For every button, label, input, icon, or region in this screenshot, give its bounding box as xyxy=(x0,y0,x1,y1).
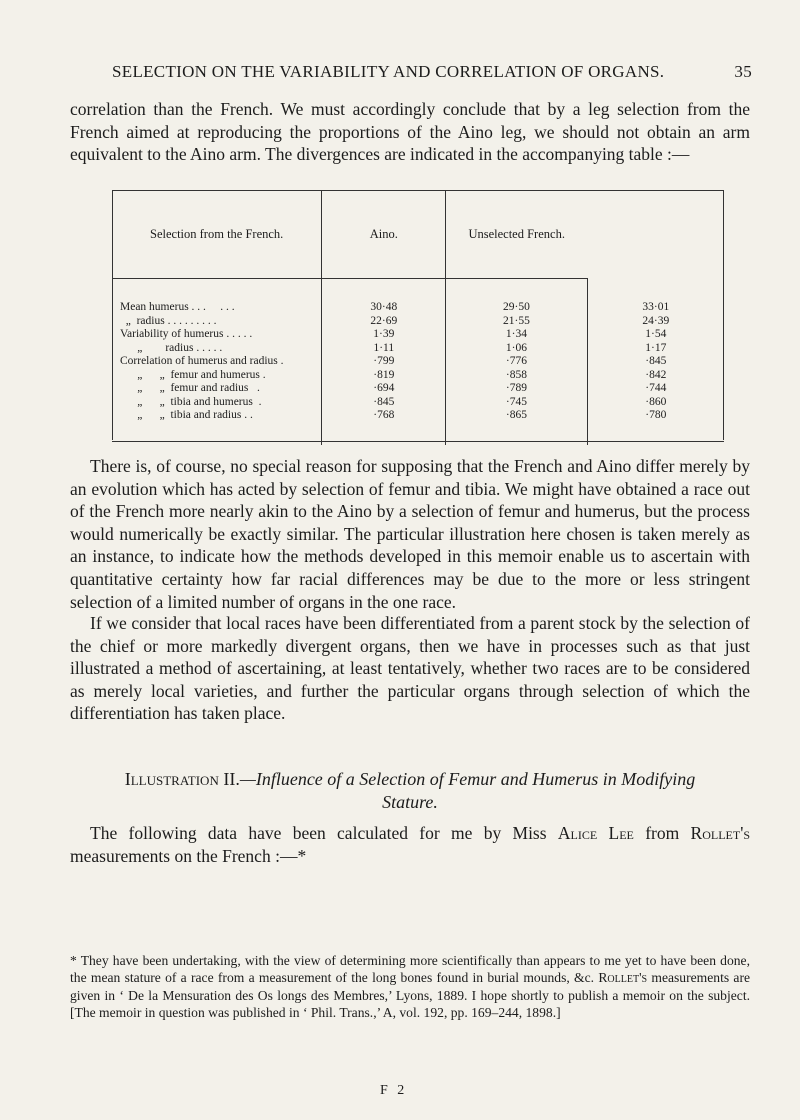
cell-aino: ·789 xyxy=(446,382,587,396)
footnote-name-rollet: Rollet's xyxy=(598,970,648,986)
person-name-alice-lee: Alice Lee xyxy=(557,823,634,843)
signature-mark: F 2 xyxy=(380,1083,408,1098)
cell-selection: 1·39 xyxy=(322,328,446,342)
cell-unselected: 1·54 xyxy=(645,328,667,340)
row-label: „ „ tibia and radius . . xyxy=(112,409,322,445)
cell-unselected: ·845 xyxy=(645,355,667,367)
cell-aino: 1·06 xyxy=(446,342,587,356)
table-header-row xyxy=(112,190,724,279)
footnote xyxy=(70,952,750,1022)
cell-unselected: ·780 xyxy=(645,409,667,421)
illustration-label: Illustration II. xyxy=(124,769,240,789)
para4-after: measurements on the French :—* xyxy=(70,845,307,866)
cell-unselected: 1·17 xyxy=(645,341,667,354)
cell-aino: 29·50 xyxy=(446,279,587,315)
table-row xyxy=(112,342,724,356)
table-row xyxy=(112,409,724,445)
footnote-part1: * They have been undertaking, with the view of determining more scientifically than appears to me yet to have been done, the mean stature of a race from a measurement of the long bones found in burial mounds, &c. xyxy=(70,953,750,986)
row-label: „ „ femur and radius . xyxy=(112,382,322,396)
row-label: Mean humerus . . . . . . xyxy=(112,279,322,315)
illustration-heading xyxy=(70,768,750,814)
table-row xyxy=(112,315,724,329)
cell-aino: 21·55 xyxy=(446,315,587,329)
comparison-table xyxy=(112,190,724,445)
paragraph-1: correlation than the French. We must accordingly conclude that by a leg selection from the French aimed at reproducing the proportions of the Aino leg, we should not obtain an arm equivalent to the Aino arm. The divergences are indicated in the accompanying table :— xyxy=(70,99,750,165)
cell-unselected: 33·01 xyxy=(642,300,670,313)
row-label: Correlation of humerus and radius . xyxy=(112,355,322,369)
cell-selection: ·819 xyxy=(322,369,446,383)
table-row xyxy=(112,396,724,410)
cell-unselected: ·860 xyxy=(645,395,667,408)
person-name-rollet: Rollet's xyxy=(690,823,751,843)
illustration-title-line1: —Influence of a Selection of Femur and Humerus in Modifying xyxy=(239,769,696,789)
cell-aino: 1·34 xyxy=(446,328,587,342)
cell-aino: ·865 xyxy=(446,409,587,445)
cell-selection: 1·11 xyxy=(322,342,446,356)
cell-selection: ·694 xyxy=(322,382,446,396)
cell-selection: ·845 xyxy=(322,396,446,410)
paragraph-4 xyxy=(70,822,750,867)
cell-aino: ·776 xyxy=(446,355,587,369)
header-aino: Aino. xyxy=(322,190,446,279)
cell-unselected: ·842 xyxy=(645,368,667,381)
paragraph-3: If we consider that local races have been differentiated from a parent stock by the selection of the chief or more markedly divergent organs, then we have in processes such as that just illustrated a method of ascertaining, at least tentatively, whether two races are to be considered as merely local varieties, and further the particular organs through selection of which the differentiation has taken place. xyxy=(70,613,750,724)
table-row xyxy=(112,369,724,383)
cell-selection: ·768 xyxy=(322,409,446,445)
header-selection: Selection from the French. xyxy=(112,190,322,279)
table-row xyxy=(112,382,724,396)
cell-unselected: ·744 xyxy=(645,382,667,394)
page-number: 35 xyxy=(734,62,752,81)
paragraph-2: There is, of course, no special reason for supposing that the French and Aino differ merely by an evolution which has acted by selection of femur and tibia. We might have obtained a race out of the French more nearly akin to the Aino by a selection of femur and humerus, but the process would numerically be exactly similar. The particular illustration here chosen is taken merely as an instance, to indicate how the methods developed in this memoir enable us to ascertain with quantitative certainty how far racial differences may be due to the more or less stringent selection of a limited number of organs in the one race. xyxy=(70,456,750,612)
cell-unselected: 24·39 xyxy=(642,314,670,327)
cell-aino: ·745 xyxy=(446,396,587,410)
para4-before: The following data have been calculated for me by Miss xyxy=(90,823,547,843)
row-label: „ „ tibia and humerus . xyxy=(112,396,322,410)
running-head-title: SELECTION ON THE VARIABILITY AND CORRELATION OF ORGANS. xyxy=(112,62,665,81)
footnote-part2: measurements are given in ‘ De la Mensuration des Os longs des Membres,’ Lyons, 1889. I hope shortly to publish a memoir on the subject. [The memoir in question was published in ‘ Phil. Trans.,’ A, vol. 192, pp. 169–244, 1898.] xyxy=(70,970,750,1021)
row-label: „ radius . . . . . xyxy=(112,342,322,356)
cell-selection: ·799 xyxy=(322,355,446,369)
row-label: „ „ femur and humerus . xyxy=(112,369,322,383)
table-body xyxy=(112,279,724,445)
table-row xyxy=(112,279,724,315)
illustration-title-line2: Stature. xyxy=(382,792,438,812)
para4-middle: from xyxy=(645,823,680,843)
row-label: Variability of humerus . . . . . xyxy=(112,328,322,342)
row-label: „ radius . . . . . . . . . xyxy=(112,315,322,329)
table-row xyxy=(112,355,724,369)
table-row xyxy=(112,328,724,342)
header-unselected: Unselected French. xyxy=(446,190,587,279)
cell-selection: 22·69 xyxy=(322,315,446,329)
cell-selection: 30·48 xyxy=(322,279,446,315)
cell-aino: ·858 xyxy=(446,369,587,383)
